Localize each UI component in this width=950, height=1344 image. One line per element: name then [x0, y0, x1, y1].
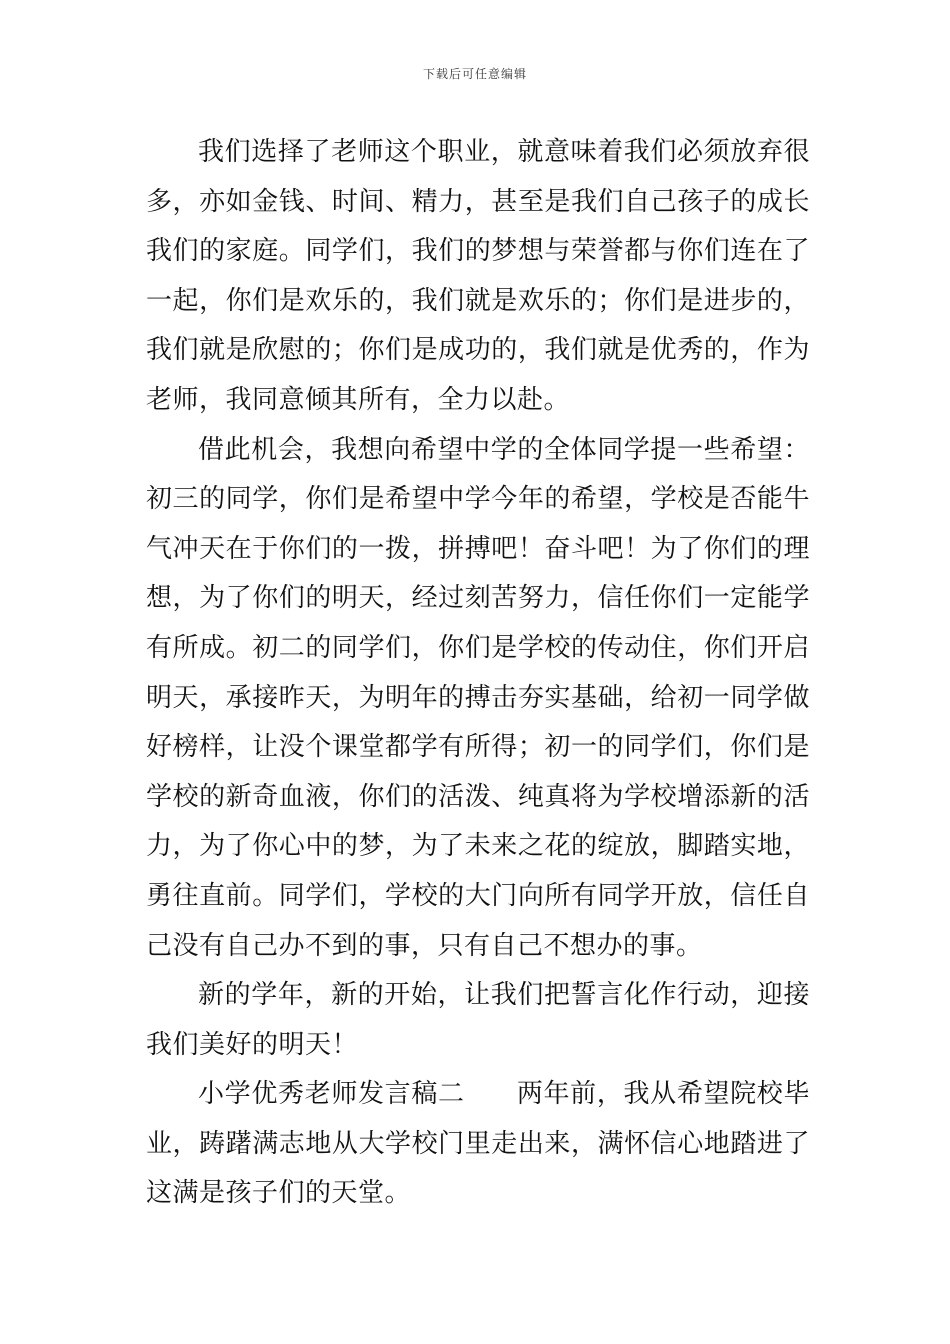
paragraph-3: 新的学年，新的开始，让我们把誓言化作行动，迎接我们美好的明天！ [146, 980, 810, 1060]
section-title: 小学优秀老师发言稿二 [198, 1079, 465, 1110]
document-body [146, 128, 810, 1219]
paragraph-4 [146, 1070, 810, 1219]
paragraph-2: 借此机会，我想向希望中学的全体同学提一些希望：初三的同学，你们是希望中学今年的希望，学校是否能牛气冲天在于你们的一拨，拼搏吧！奋斗吧！为了你们的理想，为了你们的明天，经过刻苦努力，信任你们一定能学有所成。初二的同学们，你们是学校的传动住，你们开启明天，承接昨天，为明年的搏击夯实基础，给初一同学做好榜样，让没个课堂都学有所得；初一的同学们，你们是学校的新奇血液，你们的活泼、纯真将为学校增添新的活力，为了你心中的梦，为了未来之花的绽放，脚踏实地，勇往直前。同学们，学校的大门向所有同学开放，信任自己没有自己办不到的事，只有自己不想办的事。 [146, 434, 810, 961]
paragraph-4-text: 两年前，我从希望院校毕业，踌躇满志地从大学校门里走出来，满怀信心地踏进了这满是孩子们的天堂。 [146, 1079, 810, 1209]
page-header-note: 下载后可任意编辑 [422, 67, 527, 81]
paragraph-1: 我们选择了老师这个职业，就意味着我们必须放弃很多，亦如金钱、时间、精力，甚至是我们自己孩子的成长我们的家庭。同学们，我们的梦想与荣誉都与你们连在了一起，你们是欢乐的，我们就是欢乐的；你们是进步的，我们就是欣慰的；你们是成功的，我们就是优秀的，作为老师，我同意倾其所有，全力以赴。 [146, 137, 810, 415]
